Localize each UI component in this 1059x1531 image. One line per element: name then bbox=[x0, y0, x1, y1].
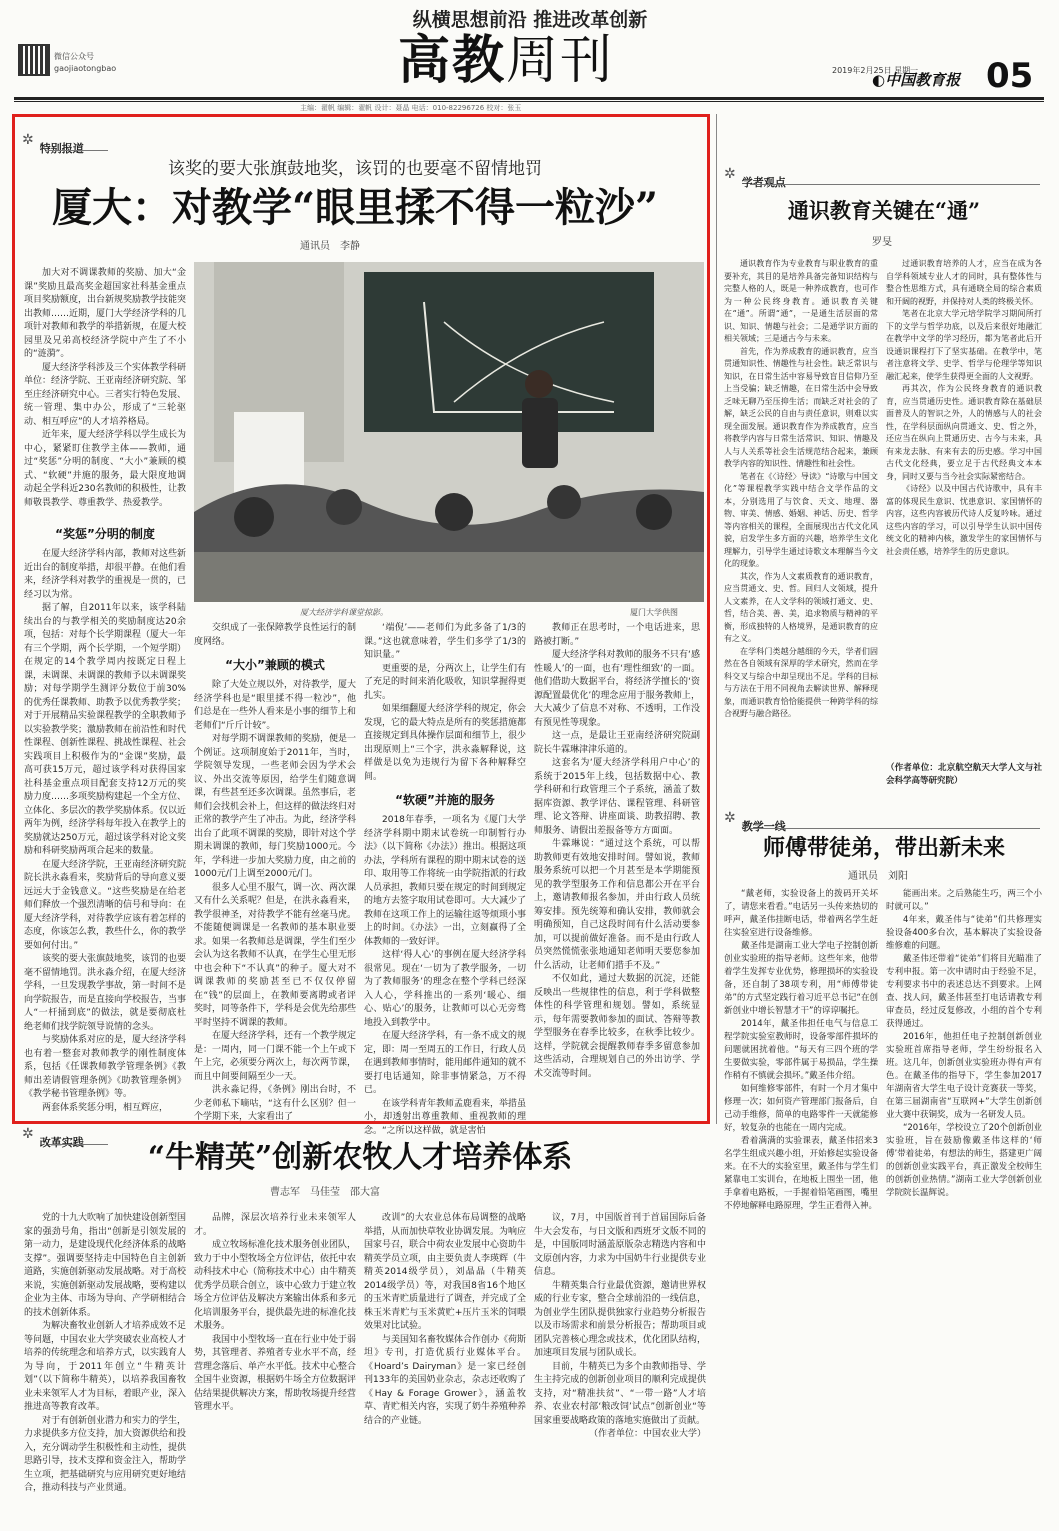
photo-credit: 厦门大学供图 bbox=[630, 608, 678, 617]
scholar-para: 笔者在北京大学元培学院学习期间所打下的文学与哲学功底，以及后来很好地融汇在教学中文学的学习经历，都为笔者此后开设通识课程打下了坚实基础。在教学中，笔者注意将文学、史学、哲学与伦理学等知识融汇起来，使学生获得更全面的人文视野。 bbox=[886, 309, 1042, 381]
main-para: 在厦大经济学科内部，教师对这些新近出台的制度举措，却很平静。在他们看来，经济学科对教学的重视是一贯的，已经习以为常。 bbox=[24, 549, 187, 600]
main-para: 这套名为‘厦大经济学科用户中心’的系统于2015年上线，包括数据中心、教学科研和行政管理三个子系统，涵盖了数据库资源、教学评估、课程管理、科研管理、论文答辩、讲座面谈、助教招聘、教师服务、请假出差报备等方方面面。 bbox=[534, 758, 700, 836]
main-para: 教师正在思考时，一个电话进来，思路被打断。” bbox=[534, 623, 700, 647]
apprentice-para: “2016年，学校设立了20个创新创业实验班，旨在鼓励像戴圣伟这样的‘师傅’带着徒弟，有想法的师生，搭建更广阔的创新创业实践平台，真正激发全校师生的创新创业热情。”湖南工业大学创新创业学院院长温辉说。 bbox=[886, 1123, 1042, 1198]
scholar-section-line bbox=[750, 184, 1040, 185]
main-byline: 通讯员 李静 bbox=[300, 241, 360, 252]
scholar-para: 过通识教育培养的人才，应当在成为各自学科领域专业人才的同时，具有整体性与整合性思维方式，具有通晓全局的综合素质和开阔的视野，并保持对人类的终极关怀。 bbox=[886, 259, 1042, 306]
main-col4 bbox=[534, 622, 700, 1116]
scholar-para: 其次，作为人文素质教育的通识教育，应当贯通文、史、哲。回归人文领域，提升人文素养，在人文学科的领域打通文、史、哲，结合美、善、美，追求物质与精神的平衡，形成独特的人格境界，是通识教育的应有之义。 bbox=[724, 571, 878, 643]
apprentice-section-line bbox=[750, 828, 1040, 829]
main-para: 这一点，是最让王亚南经济研究院副院长牛霖琳津津乐道的。 bbox=[534, 731, 700, 755]
paper-logo-icon: ◐ bbox=[872, 71, 886, 89]
scholar-para: 通识教育作为专业教育与职业教育的重要补充，其目的是培养具备完备知识结构与完整人格的人，既是一种养成教育，也可作为一种公民终身教育。通识教育关键在“通”。所谓“通”，一是通生活层面的常识、知识、情趣与社会；二是通学识方面的相关领域；三是通古今与未来。 bbox=[724, 259, 878, 343]
apprentice-headline: 师傅带徒弟，带出新未来 bbox=[762, 835, 1005, 861]
agri-para: 我国中小型牧场一直在行业中处于弱势，其管理者、养殖者专业水平不高，经营理念落后、单产水平低。技术中心整合全国牛业资源，根据奶牛场全方位数据评估结果提供解决方案，帮助牧场提升经营管理水平。 bbox=[194, 1334, 357, 1412]
agri-para: 与美国知名畜牧媒体合作创办《荷斯坦》专刊，打造优质行业媒体平台。《Hoard’s Dairyman》是一家已经创刊133年的美国奶业杂志，杂志还收购了《Hay & Forage Grower》，涵盖牧草、青贮相关内容，实现了奶牛养殖种养结合的产业链。 bbox=[364, 1334, 527, 1426]
masthead-rule bbox=[14, 97, 1044, 100]
main-kicker: 该奖的要大张旗鼓地奖，该罚的也要毫不留情地罚 bbox=[168, 159, 542, 179]
agri-para: 成立牧场标准化技术服务创业团队，致力于中小型牧场全方位评估，依托中农动科技术中心（简称技术中心）由牛精英优秀学员联合创立，该中心致力于建立牧场全方位评估及解决方案输出体系和多元化培训服务平台，提供最先进的标准化技术服务。 bbox=[194, 1240, 357, 1331]
masthead-title bbox=[398, 32, 614, 90]
paper-name-text: 中国教育报 bbox=[885, 71, 961, 89]
agri-section-label: 改革实践 bbox=[39, 1136, 84, 1149]
masthead-title-b: 周刊 bbox=[506, 31, 615, 91]
scholar-para: 再其次，作为公民终身教育的通识教育，应当贯通历史性。通识教育除在基础层面普及人的智识之外，人的情感与人的社会性，在学科层面纵向贯通文、史、哲之外，还应当在纵向上贯通历史、古今与未来，具有来龙去脉、有来有去的历史感。学习中国古代文化经典，要立足于古代经典文本本身，同时又要与当今社会实际紧密结合。 bbox=[886, 384, 1042, 481]
apprentice-para: 如何维修零部件，有时一个月才集中修理一次；如何资产管理部门报备后，自己动手维修，简单的电路零件一天就能修好，较复杂的也能在一周内完成。 bbox=[724, 1084, 878, 1133]
main-para: 厦大经济学科对教师的服务不只有‘感性暖人’的一面，也有‘理性细致’的一面。他们借助大数据平台，将经济学擅长的‘资源配置最优化’的理念应用于服务教师上，大大减少了信息不对称、不透明，工作没有预见性等现象。 bbox=[534, 650, 700, 728]
main-para: 在厦大经济学科，还有一个教学规定是：一周内，同一门课不能一个上午或下午上完，必须要分两次上，每次两节课，而且中间要间隔至少一天。 bbox=[194, 1031, 357, 1082]
agri-para: 为解决畜牧业创新人才培养成效不足等问题，中国农业大学突破农业高校人才培养的传统理念和培养方式，以实践育人为导向，于2011年创立“牛精英计划”（以下简称牛精英），以培养我国畜牧业未来领军人才为目标，着眼产业，深入推进高等教育改革。 bbox=[24, 1321, 187, 1412]
scholar-para: 在学科门类越分越细的今天，学者们固然在各自领域有深厚的学术研究，然而在学科交叉与综合中却呈现出不足。学科的目标与方法在于用不同视角去解读世界、解释现象，而通识教育恰恰能提供一种跨学科的综合视野与融合路径。 bbox=[724, 646, 878, 718]
main-para: 在厦大经济学院，王亚南经济研究院院长洪永淼看来，奖励背后的导向意义要远远大于金钱意义。“这些奖励是在给老师们释放一个强烈清晰的信号和导向：在厦大经济学科，对待教学应该有着怎样的态度，你该怎么教，教些什么，你的教学要如何付出。” bbox=[24, 859, 187, 951]
agri-authors: 曹志军 马佳莹 邵大富 bbox=[270, 1187, 380, 1198]
main-section-line bbox=[48, 150, 108, 151]
apprentice-para: 4年来，戴圣伟与“徒弟”们共修理实验设备400多台次，基本解决了实验设备维修难的问题。 bbox=[886, 915, 1042, 951]
scholar-para: 笔者在《〈诗经〉导读》“诗歌与中国文化”等课程教学实践中结合文学作品的文本，分别选用了与饮食、天文、地理、器物、审美、情感、婚姻、神话、历史、哲学等内容相关的课程，全面展现出古代文化风貌，启发学生多方面的兴趣，培养学生文化理解力，引导学生通过诗歌文本理解当今文化的现象。 bbox=[724, 471, 878, 568]
main-para: 加大对不调课教师的奖励、加大“金课”奖励且最高奖金超国家社科基金重点项目奖励额度，出台新规奖励教学技能突出教师……近期，厦门大学经济学科的几项针对教师和教学的举措新规，在厦大校园里及兄弟高校经济学院中产生了不小的“涟漪”。 bbox=[24, 268, 187, 359]
main-para: 据了解，自2011年以来，该学科陆续出台的与教学相关的奖励制度达20余项，包括：对每个长学期课程（厦大一年有三个学期，两个长学期，一个短学期）在规定的14个教学周内按既定日程上课，未调课、未调课的教师予以未调课奖励；对每学期学生测评分数位于前30%的优秀任课教师、助教予以优秀教学奖；对于开展精品实验课程教学的全职教师予以实验教学奖；激励教师在前沿性和时代性课程、创新性课程、挑战性课程、社会实践项目上积极作为的“金课”奖励，最高可获15万元，超过该学科对获得国家社科基金重点项目配套支持12万元的奖励力度……多项奖励构建起一个全方位、立体化、多层次的教学奖励体系。仅以近两年为例，经济学科每年投入在教学上的奖励就达250万元，超过该学科对论文奖励和科研奖励两项合起来的数量。 bbox=[24, 603, 187, 856]
qr-id: gaojiaotongbao bbox=[54, 64, 117, 73]
main-para: 洪永淼记得，《条例》刚出台时，不少老师私下嘀咕，“这有什么区别？但一个学期下来，大家看出了 bbox=[194, 1085, 356, 1122]
scholar-affiliation: （作者单位：北京航空航天大学人文与社会科学高等研究院） bbox=[886, 763, 1042, 786]
main-para: 与奖励体系对应的是，厦大经济学科也有着一整套对教师教学的刚性制度体系，包括《任课教师教学管理条例》《教师出差请假管理条例》《助教管理条例》《教学秘书管理条例》等。 bbox=[24, 1035, 187, 1099]
main-para: 除了大处立规以外，对待教学，厦大经济学科也是“眼里揉不得一粒沙”，他们总是在一些外人看来是小事的细节上和老师们“斤斤计较”。 bbox=[194, 680, 357, 731]
photo-caption: 厦大经济学科课堂掠影。 bbox=[300, 608, 388, 617]
main-para: 不仅如此，通过大数据的沉淀，还能反映出一些规律性的信息，利于学科做整体性的科学管理和规划。譬如，系统显示，每年需要教师参加的面试、答辩等教学型服务在春季比较多，在秋季比较少。这样，学院就会提醒教师春季多留意参加这些活动，合理规划自己的外出访学、学术交流等时间。 bbox=[534, 974, 700, 1079]
classroom-photo-art bbox=[194, 262, 704, 602]
section-wheel-icon: ✲ bbox=[22, 1126, 34, 1142]
agri-para: 目前，牛精英已为多个由教师指导、学生主持完成的创新创业项目的顺利完成提供支持，对“精准扶贫”、“一带一路”人才培养、农业农村部‘粮改饲’试点”创新创业“等国家重要战略政策的落地实施做出了贡献。 bbox=[534, 1361, 706, 1426]
masthead bbox=[0, 0, 1059, 110]
agri-headline: “牛精英”创新农牧人才培养体系 bbox=[147, 1140, 573, 1175]
main-para: ‘端倪’——老师们为此多备了1/3的课。”这也就意味着，学生们多学了1/3的知识量。” bbox=[364, 623, 526, 660]
right-column-divider bbox=[716, 114, 717, 1124]
scholar-col2 bbox=[886, 258, 1042, 758]
agri-para: 改训”的大农业总体布局调整的战略举措，从而加快草牧业协调发展。为响应国家号召，联合中荷农业发展中心资助牛精英学员立项，由主要负责人李瑛辉（牛精英2014级学员），刘晶晶（牛精英2014级学员）等，对我国8省16个地区的玉米青贮质量进行了调查，并完成了全株玉米青贮与玉米黄贮+压片玉米的饲喂效果对比试验。 bbox=[364, 1213, 527, 1331]
main-para: 在厦大经济学科，有一条不成文的规定，即：周一至周五的工作日，行政人员在遇到教师事情时，能用邮件通知的就不要打电话通知，除非事情紧急，万不得已。 bbox=[364, 1031, 527, 1095]
agri-section-line bbox=[48, 1144, 108, 1145]
main-col3 bbox=[364, 622, 527, 1136]
main-para: 如果细翻厦大经济学科的规定，你会发现，它的最大特点是所有的奖惩措施都直接规定到具体操作层面和细节上，很少出现原则上“三个字，洪永淼解释说，这样做是以免为违规行为留下各种解释空间。 bbox=[364, 704, 527, 782]
apprentice-para: 看着满满的实验课表，戴圣伟招来3名学生组成兴趣小组，开始修起实验设备来。在不大的实验室里，戴圣伟与学生们紧靠电工实训台，在地板上围坐一团，他手拿着电路板，一手握着铅笔画图，嘴里不停地解释电路原理，学生正看得入神。 bbox=[724, 1136, 878, 1211]
scholar-author: 罗旻 bbox=[872, 237, 892, 248]
scholar-para: 《诗经》以及中国古代诗歌中，具有丰富的体现民生意识、忧患意识、家国情怀的内容，这些内容被历代诗人反复吟咏。通过这些内容的学习，可以引导学生认识中国传统文化的精神内核，激发学生的家国情怀与社会责任感，培养学生的历史意识。 bbox=[886, 484, 1042, 556]
section-wheel-icon: ✲ bbox=[22, 132, 34, 148]
apprentice-section-tag bbox=[724, 804, 786, 834]
main-section-label: 特别报道 bbox=[39, 142, 84, 155]
editors-line: 主编：翟帆 编辑：翟帆 设计：聂晶 电话：010-82296726 校对：张玉 bbox=[300, 104, 522, 112]
subhead-ruanying: “软硬”并施的服务 bbox=[395, 793, 495, 807]
masthead-title-a: 高教 bbox=[398, 30, 507, 91]
main-col1-bottom bbox=[24, 518, 186, 1116]
agri-para: 品牌，深层次培养行业未来领军人才。 bbox=[194, 1213, 356, 1237]
main-para: 交织成了一张保障教学良性运行的制度网络。 bbox=[194, 623, 357, 647]
main-para: 近年来，厦大经济学科以学生成长为中心，紧紧盯住教学主体——教师，通过“奖惩”分明的制度、“大小”兼顾的模式、“软硬”并施的服务，最大限度地调动起全学科近230名教师的积极性，让教师敬畏教学、尊重教学、热爱教学。 bbox=[24, 430, 187, 508]
apprentice-section-label: 教学一线 bbox=[741, 820, 786, 833]
agri-col4 bbox=[534, 1212, 706, 1524]
agri-para: 议，7月，中国版首刊于首届国际后备牛大会发布，与日文版和西班牙文版不同的是，中国版同时涵盖原版杂志精选内容和中文原创内容，力求为中国奶牛行业提供专业信息。 bbox=[534, 1213, 706, 1277]
subhead-daxiao: “大小”兼顾的模式 bbox=[225, 658, 325, 672]
apprentice-col2 bbox=[886, 888, 1042, 1522]
agri-section-tag bbox=[22, 1120, 84, 1150]
scholar-section-tag bbox=[724, 160, 786, 190]
scholar-col1 bbox=[724, 258, 878, 796]
agri-col2 bbox=[194, 1212, 356, 1524]
main-section-tag bbox=[22, 126, 84, 156]
main-para: 2018年春季，一项名为《厦门大学经济学科期中期末试卷统一印制暂行办法》（以下简称《办法》）推出。根据这项办法，学科所有课程的期中期末试卷的送印、取用等工作将统一由学院指派的行政人员承担，教师只要在规定的时间到规定的地方去签字取用试卷即可。大大减少了教师在这项工作上的运输往返等烦琐小事上的时间。《办法》一出，立刻赢得了全体教师的一致好评。 bbox=[364, 815, 527, 947]
main-para: 厦大经济学科涉及三个实体教学科研单位：经济学院、王亚南经济研究院、邹至庄经济研究中心。三者实行特色发展、统一管理、集中办公，形成了“三轮驱动、相互呼应”的人才培养格局。 bbox=[24, 362, 187, 427]
agri-para: 牛精英集合行业最优资源，邀请世界权威的行业专家，整合全球前沿的一线信息，为创业学生团队提供独家行业趋势分析报告以及市场需求和前景分析报告；帮助项目或团队完善核心理念或技术，优化团队结构，加速项目发展与团队成长。 bbox=[534, 1280, 706, 1358]
issue-date: 2019年2月25日 星期一 bbox=[832, 66, 919, 75]
qr-caption: 微信公众号 bbox=[54, 52, 94, 61]
agri-para: 对于有创新创业潜力和实力的学生，力求提供多方位支持，加大资源供给和投入，充分调动学生积极性和主动性，提供思路引导，技术支撑和资金注入，帮助学生立项，把基础研究与应用研究更好地结合，推动科技与产业贯通。 bbox=[24, 1415, 187, 1493]
section-wheel-icon: ✲ bbox=[724, 810, 736, 826]
main-para: 更重要的是，分两次上，让学生们有了充足的时间来消化吸收，知识掌握得更扎实。 bbox=[364, 663, 527, 701]
scholar-section-label: 学者观点 bbox=[741, 176, 786, 189]
agri-para: 党的十九大吹响了加快建设创新型国家的强劲号角，指出“创新是引领发展的第一动力，是建设现代化经济体系的战略支撑”。强调要坚持走中国特色自主创新道路，实施创新驱动发展战略。对于高校来说，实施创新驱动发展战略，要构建以企业为主体、市场为导向、产学研相结合的技术创新体系。 bbox=[24, 1213, 187, 1318]
agri-affiliation: （作者单位：中国农业大学） bbox=[588, 1429, 706, 1439]
subhead-jiangcheng: “奖惩”分明的制度 bbox=[55, 527, 155, 541]
paper-name bbox=[872, 71, 961, 89]
apprentice-byline: 通讯员 刘阳 bbox=[848, 871, 908, 882]
classroom-photo bbox=[194, 262, 704, 602]
scholar-headline: 通识教育关键在“通” bbox=[787, 198, 981, 223]
main-para: 很多人心里不服气，调一次、两次课又有什么关系呢？但是，在洪永淼看来，教学很神圣，对待教学不能有丝毫马虎。不能随便调课是一名教师的基本职业要求。如果一名教师总是调课，学生们至少会认为这名教师不认真，在学生心里无形中也会种下“不认真”的种子。厦大对不调课教师的奖励甚至已不仅仅停留在“钱”的层面上，在教师要离聘或者评奖时，同等条件下，学科是会优先给那些平时坚持不调课的教师。 bbox=[194, 882, 357, 1028]
main-para: 对每学期不调课教师的奖励，便是一个例证。这项制度始于2011年，当时，学院领导发现，一些老师会因为学术会议、外出交流等原因，给学生们随意调课，有些甚至还多次调课。虽然事后，老师们会找机会补上，但这样的做法终归对正常的教学产生了冲击。为此，经济学科出台了此项不调课的奖励，即针对这个学期未调课的教师，每门奖励1000元。今年，学科进一步加大奖励力度，由之前的1000元/门上调至2000元/门。 bbox=[194, 734, 357, 879]
slogan: 纵横思想前沿 推进改革创新 bbox=[412, 9, 648, 31]
apprentice-para: 戴圣伟是湖南工业大学电子控制创新创业实验班的指导老师。这些年来，他带着学生发挥专业优势，修理损坏的实验设备，还自制了38项专利，用“师傅带徒弟”的方式坚定践行着习近平总书记“在创新创业中增长智慧才干”的谆谆嘱托。 bbox=[724, 941, 878, 1016]
main-para: 在该学科青年教师孟鹿看来，举措虽小，却透射出尊重教师、重视教师的理念。“之所以这样做，就是害怕 bbox=[364, 1098, 527, 1136]
apprentice-para: 能画出来。之后熟能生巧，两三个小时就可以。” bbox=[886, 889, 1042, 912]
main-para: 该奖的要大张旗鼓地奖，该罚的也要毫不留情地罚。洪永淼介绍，在厦大经济学科，一旦发现教学事故，第一时间不是向学院报告，而是直接向学校报告，当事人“一杆捅到底”的做法，就是要彻底杜绝老师们找学院领导说情的念头。 bbox=[24, 954, 187, 1032]
page-number: 05 bbox=[986, 56, 1034, 96]
main-col1-top bbox=[24, 267, 186, 523]
apprentice-para: 2014年，戴圣伟担任电气与信息工程学院实验室教师时，设备零部件损坏的问题就困扰着他。“每天有三四个班的学生要做实验，零部件属于易损品，学生操作稍有不慎就会损坏。”戴圣伟介绍。 bbox=[724, 1019, 878, 1081]
qr-code bbox=[20, 46, 48, 74]
agri-col3 bbox=[364, 1212, 526, 1524]
apprentice-para: “戴老师，实验设备上的拨码开关坏了，请您来看看。”电话另一头传来热切的呼声，戴圣伟挂断电话，带着两名学生赶往实验室进行设备维修。 bbox=[724, 889, 878, 938]
scholar-para: 首先，作为养成教育的通识教育，应当贯通知识性、情趣性与社会性。缺乏常识与知识，在日常生活中容易导致盲目信仰乃至上当受骗；缺乏情趣，在日常生活中会导致乏味无聊乃至压抑生活；而缺乏对社会的了解，缺乏公民的自由与责任意识，则难以实现全面发展。通识教育作为养成教育，应当将教学内容与日常生活常识、知识、情趣及人与人关系等社会生活规范结合起来，兼顾教学内容的知识性、情趣性和社会性。 bbox=[724, 346, 878, 468]
main-para: 牛霖琳说：“通过这个系统，可以帮助教师更有效地安排时间。譬如说，教师服务系统可以把一个月甚至是本学期能预见的教学型服务工作和信息都公开在平台上，邀请教师报名参加，并由行政人员统筹安排。预先统筹和确认安排，教师就会明确预知，自己这段时间有什么活动要参加，可以提前做好准备。而不是由行政人员突然慌慌张张地通知老师明天要您参加什么活动，让老师们措手不及。” bbox=[534, 839, 700, 971]
apprentice-para: 戴圣伟还带着“徒弟”们将目光瞄准了专利申报。第一次申请时由于经验不足，专利要求书中的表述总达不到要求。上网查、找人问，戴圣伟甚至打电话请教专利审查员，经过反复修改，小组的首个专利获得通过。 bbox=[886, 954, 1042, 1029]
main-para: 这样‘得人心’的事例在厦大经济学科很常见。现在‘一切为了教学服务，一切为了教师服务’的理念在整个学科已经深入人心，学科推出的一系列‘暖心、细心、贴心’的服务，让教师可以心无旁骛地投入到教学中。 bbox=[364, 950, 526, 1028]
apprentice-para: 2016年，他担任电子控制创新创业实验班首席指导老师，学生纷纷报名入班。这几年，创新创业实验班办得有声有色。在戴圣伟的指导下，学生参加2017年湖南省大学生电子设计竞赛获一等奖，在第三届湖南省“互联网+”大学生创新创业大赛中获铜奖，成为一名研发人员。 bbox=[886, 1032, 1042, 1120]
main-headline: 厦大：对教学“眼里揉不得一粒沙” bbox=[51, 184, 658, 231]
main-para: 两套体系奖惩分明，相互辉应， bbox=[42, 1102, 169, 1113]
apprentice-col1 bbox=[724, 888, 878, 1522]
masthead-rule-thin bbox=[14, 101, 1044, 102]
main-col2 bbox=[194, 622, 357, 1122]
section-wheel-icon: ✲ bbox=[724, 166, 736, 182]
agri-col1 bbox=[24, 1212, 186, 1524]
